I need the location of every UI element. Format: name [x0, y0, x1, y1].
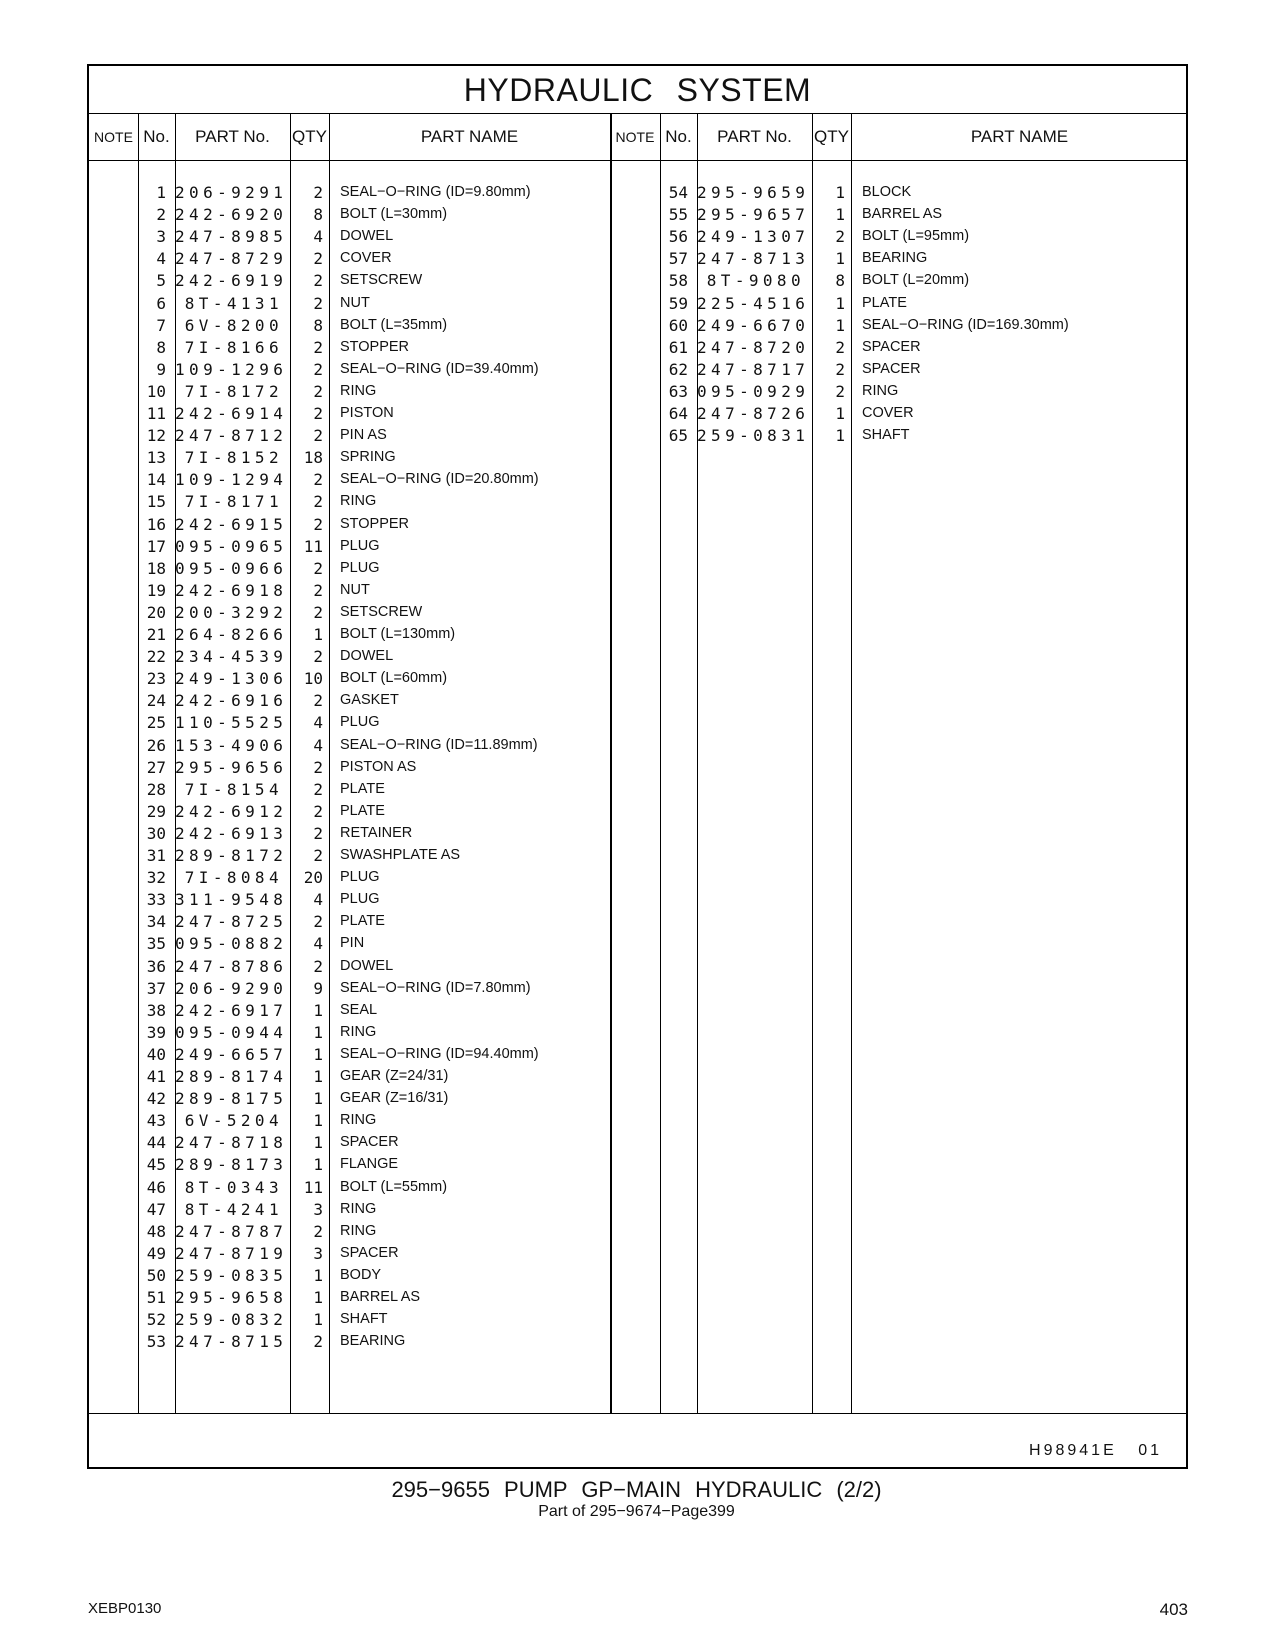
- quantity: 1: [313, 1133, 323, 1153]
- item-number: 48: [146, 1221, 166, 1241]
- item-number: 64: [668, 404, 688, 423]
- item-number: 38: [146, 1000, 166, 1020]
- part-number: 249-6670: [697, 315, 810, 335]
- quantity: 2: [313, 823, 323, 843]
- part-number: 153-4906: [175, 735, 288, 755]
- item-number: 61: [668, 337, 688, 357]
- item-number: 49: [146, 1243, 166, 1263]
- part-number: 311-9548: [175, 890, 288, 910]
- part-name: PISTON: [340, 405, 394, 421]
- part-number: 247-8717: [697, 359, 810, 379]
- quantity: 2: [313, 293, 323, 313]
- item-number: 51: [146, 1288, 166, 1307]
- part-number: 095-0882: [175, 934, 288, 954]
- quantity: 2: [313, 337, 323, 357]
- part-name: NUT: [340, 581, 370, 598]
- part-name: GEAR (Z=24/31): [340, 1068, 449, 1084]
- part-name: PISTON AS: [340, 758, 417, 775]
- quantity: 4: [313, 227, 323, 247]
- item-number: 62: [668, 359, 688, 379]
- quantity: 2: [313, 271, 323, 291]
- part-number: 295-9659: [697, 183, 810, 202]
- item-number: 13: [146, 448, 166, 468]
- item-number: 43: [146, 1111, 166, 1131]
- part-number: 109-1294: [175, 470, 288, 490]
- part-name: SPACER: [862, 360, 921, 377]
- item-number: 63: [668, 381, 688, 401]
- part-number: 7I-8172: [184, 381, 283, 401]
- header-part-name-right: PART NAME: [970, 127, 1069, 146]
- item-number: 23: [146, 669, 166, 689]
- item-number: 16: [146, 514, 166, 534]
- part-name: GEAR (Z=16/31): [340, 1090, 449, 1107]
- part-number: 259-0831: [697, 426, 810, 446]
- item-number: 46: [146, 1177, 166, 1197]
- quantity: 2: [313, 912, 323, 932]
- part-name: BOLT (L=35mm): [340, 316, 448, 333]
- part-name: GASKET: [340, 692, 399, 709]
- quantity: 2: [313, 381, 323, 401]
- quantity: 9: [313, 978, 323, 998]
- part-name: PLATE: [862, 294, 907, 311]
- item-number: 31: [146, 846, 166, 865]
- part-number: 7I-8084: [184, 868, 283, 888]
- item-number: 22: [146, 647, 166, 667]
- part-name: SEAL−O−RING (ID=11.89mm): [340, 736, 538, 753]
- part-name: PLATE: [340, 780, 385, 797]
- part-number: 247-8725: [175, 912, 288, 932]
- item-number: 27: [146, 757, 166, 777]
- item-number: 47: [146, 1199, 166, 1219]
- caption-subtitle: Part of 295−9674−Page399: [538, 1503, 735, 1520]
- quantity: 2: [313, 183, 323, 202]
- quantity: 1: [313, 625, 323, 644]
- item-number: 52: [146, 1310, 166, 1330]
- part-number: 247-8787: [175, 1221, 288, 1241]
- item-number: 57: [668, 249, 688, 269]
- part-number: 247-8985: [175, 227, 288, 247]
- part-number: 242-6919: [175, 271, 288, 291]
- part-name: PLUG: [340, 891, 380, 908]
- part-name: BOLT (L=55mm): [340, 1178, 448, 1195]
- quantity: 1: [313, 1022, 323, 1042]
- part-name: SEAL−O−RING (ID=9.80mm): [340, 184, 531, 200]
- caption-title: 295−9655 PUMP GP−MAIN HYDRAULIC (2/2): [391, 1477, 882, 1502]
- part-name: DOWEL: [340, 228, 394, 245]
- quantity: 1: [313, 1288, 323, 1307]
- item-number: 41: [146, 1067, 166, 1086]
- quantity: 18: [303, 448, 323, 468]
- part-name: PLUG: [340, 559, 380, 576]
- header-no-right: No.: [665, 127, 692, 146]
- part-name: BOLT (L=60mm): [340, 670, 448, 687]
- part-name: BOLT (L=20mm): [862, 272, 970, 289]
- part-number: 247-8720: [697, 337, 810, 357]
- item-number: 60: [668, 315, 688, 335]
- quantity: 1: [313, 1155, 323, 1175]
- parts-table-frame: [87, 64, 1188, 1469]
- part-number: 242-6915: [175, 514, 288, 534]
- part-number: 247-8718: [175, 1133, 288, 1153]
- part-name: RING: [340, 1200, 377, 1217]
- quantity: 1: [835, 205, 845, 225]
- quantity: 8: [313, 315, 323, 335]
- item-number: 5: [156, 271, 166, 291]
- part-name: PIN AS: [340, 427, 387, 444]
- part-name: PLUG: [340, 869, 380, 886]
- quantity: 1: [835, 293, 845, 313]
- part-number: 289-8174: [175, 1067, 288, 1086]
- item-number: 15: [146, 492, 166, 512]
- item-number: 6: [156, 293, 166, 313]
- part-name: SEAL−O−RING (ID=20.80mm): [340, 471, 539, 488]
- part-name: BEARING: [340, 1333, 406, 1350]
- part-number: 259-0832: [175, 1310, 288, 1330]
- part-name: SHAFT: [862, 427, 910, 444]
- part-name: BARREL AS: [862, 206, 943, 223]
- quantity: 1: [835, 315, 845, 335]
- item-number: 9: [156, 359, 166, 379]
- part-name: BEARING: [862, 250, 928, 267]
- part-name: RING: [340, 382, 377, 399]
- part-name: SETSCREW: [340, 603, 423, 620]
- part-name: BOLT (L=30mm): [340, 206, 448, 223]
- column-divider: [851, 114, 852, 1414]
- header-qty-right: QTY: [814, 127, 849, 146]
- quantity: 2: [313, 492, 323, 512]
- item-number: 11: [146, 404, 166, 423]
- quantity: 2: [835, 359, 845, 379]
- part-number: 206-9290: [175, 978, 288, 998]
- part-name: SWASHPLATE AS: [340, 847, 461, 863]
- part-number: 8T-0343: [184, 1177, 283, 1197]
- header-note-left: NOTE: [94, 129, 133, 145]
- quantity: 8: [835, 271, 845, 291]
- part-number: 247-8786: [175, 956, 288, 976]
- quantity: 1: [313, 1067, 323, 1086]
- quantity: 20: [303, 868, 323, 888]
- item-number: 59: [668, 293, 688, 313]
- item-number: 24: [146, 691, 166, 711]
- quantity: 4: [313, 735, 323, 755]
- part-number: 6V-8200: [184, 315, 283, 335]
- part-number: 249-1306: [175, 669, 288, 689]
- part-number: 264-8266: [175, 625, 288, 644]
- header-no-left: No.: [143, 127, 170, 146]
- part-number: 095-0965: [175, 536, 288, 556]
- quantity: 1: [313, 1265, 323, 1285]
- quantity: 2: [313, 779, 323, 799]
- part-name: RING: [340, 1023, 377, 1040]
- item-number: 36: [146, 956, 166, 976]
- part-number: 242-6916: [175, 691, 288, 711]
- part-name: SPACER: [340, 1134, 399, 1151]
- part-name: SETSCREW: [340, 272, 423, 289]
- quantity: 8: [313, 205, 323, 225]
- part-number: 247-8715: [175, 1332, 288, 1352]
- part-name: SHAFT: [340, 1311, 388, 1328]
- part-name: SEAL−O−RING (ID=7.80mm): [340, 979, 531, 996]
- item-number: 37: [146, 978, 166, 998]
- quantity: 2: [313, 1332, 323, 1352]
- part-name: COVER: [862, 405, 914, 421]
- part-number: 095-0944: [175, 1022, 288, 1042]
- part-name: SPRING: [340, 449, 396, 466]
- item-number: 17: [146, 536, 166, 556]
- quantity: 2: [313, 801, 323, 821]
- quantity: 10: [303, 669, 323, 689]
- part-name: SEAL: [340, 1001, 378, 1018]
- part-name: DOWEL: [340, 648, 394, 665]
- item-number: 8: [156, 337, 166, 357]
- part-name: RING: [340, 1222, 377, 1239]
- quantity: 4: [313, 890, 323, 910]
- column-divider: [329, 114, 330, 1414]
- quantity: 1: [313, 1089, 323, 1109]
- part-number: 7I-8154: [184, 779, 283, 799]
- header-part-name-left: PART NAME: [420, 127, 519, 146]
- part-number: 110-5525: [175, 713, 288, 733]
- part-number: 225-4516: [697, 293, 810, 313]
- part-number: 8T-4241: [184, 1199, 283, 1219]
- quantity: 2: [313, 470, 323, 490]
- part-name: PLATE: [340, 802, 385, 819]
- part-name: PLUG: [340, 714, 380, 731]
- quantity: 2: [835, 227, 845, 247]
- header-part-no-right: PART No.: [717, 127, 792, 146]
- part-name: BOLT (L=130mm): [340, 626, 456, 642]
- item-number: 2: [156, 205, 166, 225]
- part-number: 6V-5204: [184, 1111, 283, 1131]
- quantity: 2: [313, 846, 323, 865]
- quantity: 2: [313, 359, 323, 379]
- item-number: 40: [146, 1044, 166, 1064]
- part-name: STOPPER: [340, 515, 410, 532]
- part-name: BOLT (L=95mm): [862, 228, 970, 245]
- part-number: 259-0835: [175, 1265, 288, 1285]
- quantity: 3: [313, 1243, 323, 1263]
- part-name: DOWEL: [340, 957, 394, 974]
- part-name: BARREL AS: [340, 1289, 421, 1305]
- quantity: 11: [303, 536, 323, 556]
- part-number: 249-6657: [175, 1044, 288, 1064]
- item-number: 53: [146, 1332, 166, 1352]
- table-header: [89, 114, 1186, 161]
- item-number: 65: [668, 426, 688, 446]
- page-number: 403: [1159, 1600, 1188, 1619]
- part-number: 247-8729: [175, 249, 288, 269]
- column-divider: [610, 114, 612, 1414]
- item-number: 21: [146, 625, 166, 644]
- item-number: 19: [146, 580, 166, 600]
- part-number: 295-9657: [697, 205, 810, 225]
- part-number: 7I-8171: [184, 492, 283, 512]
- item-number: 56: [668, 227, 688, 247]
- item-number: 55: [668, 205, 688, 225]
- item-number: 54: [668, 183, 688, 202]
- table-bottom-rule: [89, 1413, 1186, 1414]
- quantity: 2: [313, 757, 323, 777]
- part-number: 247-8719: [175, 1243, 288, 1263]
- part-number: 289-8172: [175, 846, 288, 865]
- quantity: 1: [313, 1310, 323, 1330]
- part-name: SEAL−O−RING (ID=94.40mm): [340, 1045, 539, 1062]
- part-name: FLANGE: [340, 1156, 399, 1173]
- publication-number: XEBP0130: [88, 1600, 162, 1617]
- quantity: 1: [835, 404, 845, 423]
- quantity: 2: [313, 404, 323, 423]
- item-number: 4: [156, 249, 166, 269]
- part-name: SEAL−O−RING (ID=39.40mm): [340, 360, 539, 377]
- header-part-no-left: PART No.: [195, 127, 270, 146]
- item-number: 18: [146, 558, 166, 578]
- item-number: 14: [146, 470, 166, 490]
- part-name: RING: [340, 493, 377, 510]
- part-number: 8T-9080: [706, 271, 805, 291]
- table-title: HYDRAULIC SYSTEM: [89, 66, 1186, 114]
- part-number: 234-4539: [175, 647, 288, 667]
- item-number: 12: [146, 426, 166, 446]
- header-qty-left: QTY: [292, 127, 327, 146]
- part-number: 247-8713: [697, 249, 810, 269]
- part-name: SPACER: [340, 1244, 399, 1261]
- quantity: 3: [313, 1199, 323, 1219]
- part-name: STOPPER: [340, 338, 410, 355]
- part-name: RING: [340, 1112, 377, 1129]
- item-number: 25: [146, 713, 166, 733]
- part-number: 289-8173: [175, 1155, 288, 1175]
- item-number: 20: [146, 602, 166, 622]
- item-number: 28: [146, 779, 166, 799]
- quantity: 2: [313, 249, 323, 269]
- quantity: 1: [313, 1111, 323, 1131]
- quantity: 1: [835, 249, 845, 269]
- quantity: 2: [835, 337, 845, 357]
- part-name: BLOCK: [862, 184, 912, 200]
- part-name: RETAINER: [340, 824, 413, 841]
- item-number: 39: [146, 1022, 166, 1042]
- part-number: 7I-8152: [184, 448, 283, 468]
- part-number: 200-3292: [175, 602, 288, 622]
- part-number: 206-9291: [175, 183, 288, 202]
- quantity: 1: [835, 426, 845, 446]
- quantity: 2: [313, 1221, 323, 1241]
- item-number: 29: [146, 801, 166, 821]
- part-number: 295-9656: [175, 757, 288, 777]
- item-number: 34: [146, 912, 166, 932]
- item-number: 3: [156, 227, 166, 247]
- part-name: PIN: [340, 935, 365, 952]
- quantity: 1: [313, 1000, 323, 1020]
- quantity: 1: [313, 1044, 323, 1064]
- part-name: SEAL−O−RING (ID=169.30mm): [862, 316, 1069, 333]
- part-number: 249-1307: [697, 227, 810, 247]
- quantity: 4: [313, 934, 323, 954]
- item-number: 35: [146, 934, 166, 954]
- quantity: 2: [313, 602, 323, 622]
- part-number: 295-9658: [175, 1288, 288, 1307]
- item-number: 50: [146, 1265, 166, 1285]
- item-number: 33: [146, 890, 166, 910]
- quantity: 2: [835, 381, 845, 401]
- quantity: 2: [313, 647, 323, 667]
- part-name: COVER: [340, 250, 392, 267]
- item-number: 42: [146, 1089, 166, 1109]
- quantity: 2: [313, 558, 323, 578]
- quantity: 4: [313, 713, 323, 733]
- item-number: 30: [146, 823, 166, 843]
- item-number: 26: [146, 735, 166, 755]
- part-name: PLATE: [340, 913, 385, 930]
- part-name: SPACER: [862, 338, 921, 355]
- part-number: 247-8726: [697, 404, 810, 423]
- item-number: 45: [146, 1155, 166, 1175]
- quantity: 11: [303, 1177, 323, 1197]
- part-number: 109-1296: [175, 359, 288, 379]
- header-note-right: NOTE: [615, 129, 655, 145]
- part-number: 7I-8166: [184, 337, 283, 357]
- part-name: RING: [862, 382, 899, 399]
- drawing-code: H98941E 01: [1029, 1442, 1162, 1459]
- item-number: 58: [668, 271, 688, 291]
- part-number: 242-6917: [175, 1000, 288, 1020]
- quantity: 2: [313, 580, 323, 600]
- quantity: 2: [313, 956, 323, 976]
- part-number: 242-6914: [175, 404, 288, 423]
- part-name: BODY: [340, 1266, 382, 1283]
- part-number: 247-8712: [175, 426, 288, 446]
- quantity: 1: [835, 183, 845, 202]
- item-number: 1: [156, 183, 166, 202]
- quantity: 2: [313, 691, 323, 711]
- quantity: 2: [313, 514, 323, 534]
- part-name: NUT: [340, 294, 370, 311]
- item-number: 7: [156, 315, 166, 335]
- item-number: 32: [146, 868, 166, 888]
- part-name: PLUG: [340, 537, 380, 554]
- part-number: 289-8175: [175, 1089, 288, 1109]
- part-number: 242-6912: [175, 801, 288, 821]
- item-number: 44: [146, 1133, 166, 1153]
- part-number: 095-0966: [175, 558, 288, 578]
- quantity: 2: [313, 426, 323, 446]
- part-number: 242-6918: [175, 580, 288, 600]
- item-number: 10: [146, 381, 166, 401]
- part-number: 8T-4131: [184, 293, 283, 313]
- part-number: 242-6920: [175, 205, 288, 225]
- part-number: 095-0929: [697, 381, 810, 401]
- part-number: 242-6913: [175, 823, 288, 843]
